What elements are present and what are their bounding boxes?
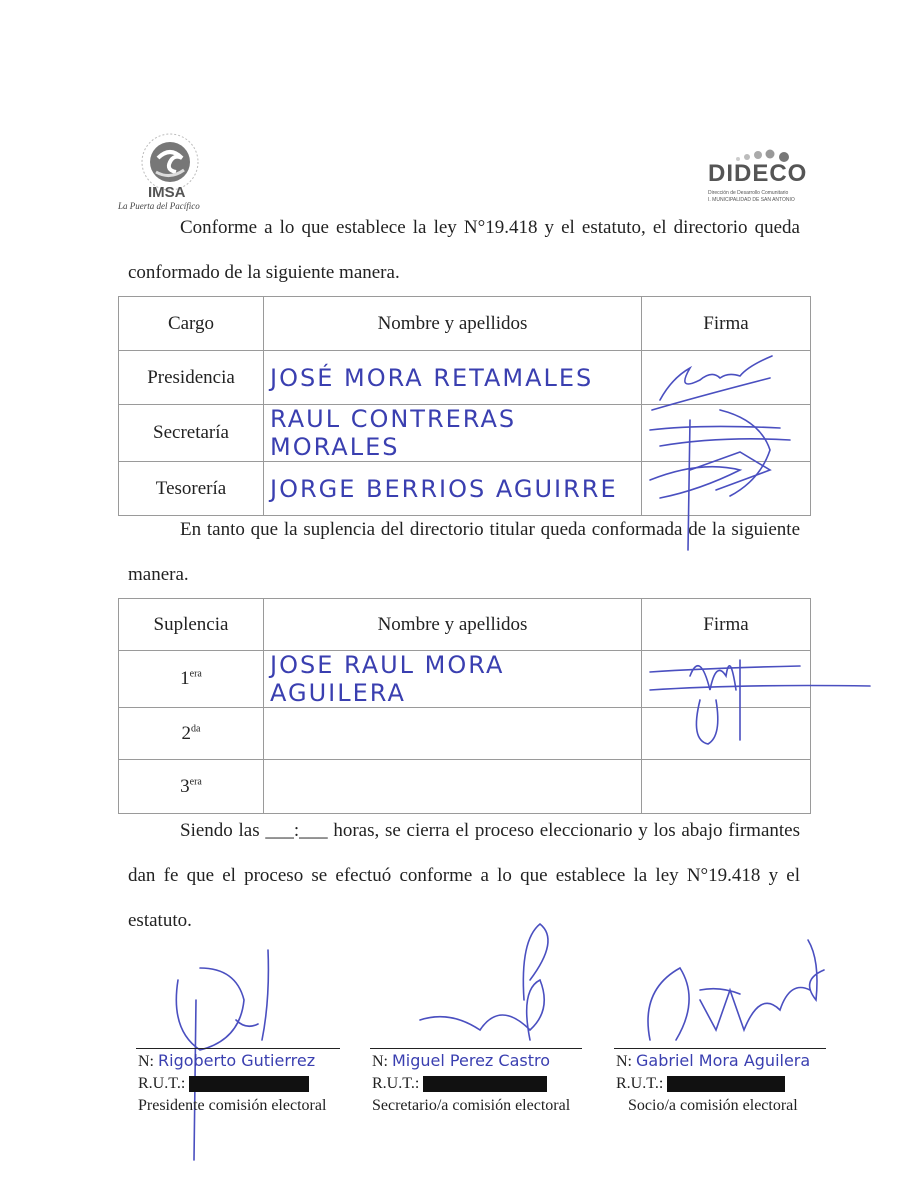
signature-line-president — [136, 1048, 340, 1049]
redaction-block — [423, 1076, 547, 1092]
signature-block-secretary — [372, 1050, 570, 1117]
signature-block-president — [138, 1050, 326, 1117]
role-label: Secretario/a comisión electoral — [372, 1097, 571, 1114]
handwritten-name: JOSE RAUL MORA AGUILERA — [264, 651, 642, 708]
signature-block-member — [616, 1050, 810, 1117]
name-line — [372, 1050, 570, 1073]
signature-cell — [642, 760, 811, 814]
name-label: N: — [616, 1053, 632, 1070]
table-header-row — [119, 599, 811, 651]
cargo-cell: Secretaría — [119, 405, 264, 462]
role-label: Presidente comisión electoral — [138, 1097, 327, 1114]
header-suplencia: Suplencia — [119, 599, 264, 651]
table-row — [119, 651, 811, 708]
header-firma: Firma — [642, 599, 811, 651]
signature-cell — [642, 405, 811, 462]
table-row — [119, 351, 811, 405]
handwritten-name: RAUL CONTRERAS MORALES — [264, 405, 642, 462]
dideco-logo-subline2: I. MUNICIPALIDAD DE SAN ANTONIO — [708, 197, 795, 203]
rut-label: R.U.T.: — [138, 1075, 186, 1092]
header-nombre: Nombre y apellidos — [264, 297, 642, 351]
imsa-logo-name: IMSA — [148, 184, 186, 201]
name-cell — [264, 708, 642, 760]
handwritten-name: Rigoberto Gutierrez — [158, 1051, 316, 1070]
name-cell — [264, 760, 642, 814]
ordinal-number: 2 — [181, 722, 192, 744]
table-header-row — [119, 297, 811, 351]
dideco-logo-subline1: Dirección de Desarrollo Comunitario — [708, 190, 789, 196]
handwritten-name: JORGE BERRIOS AGUIRRE — [264, 462, 642, 516]
handwritten-name: Miguel Perez Castro — [392, 1051, 550, 1070]
directorio-table — [118, 296, 811, 516]
role-label: Socio/a comisión electoral — [628, 1097, 798, 1114]
signature-cell — [642, 708, 811, 760]
ordinal-cell — [119, 760, 264, 814]
header-firma: Firma — [642, 297, 811, 351]
rut-label: R.U.T.: — [372, 1075, 420, 1092]
ordinal-suffix: da — [191, 723, 201, 735]
suplencia-paragraph: En tanto que la suplencia del directorio titular queda conformada de la siguiente manera. — [128, 519, 800, 585]
name-line — [616, 1050, 810, 1073]
handwritten-name: Gabriel Mora Aguilera — [636, 1051, 811, 1070]
rut-line — [372, 1073, 570, 1095]
name-line — [138, 1050, 326, 1073]
header-cargo: Cargo — [119, 297, 264, 351]
ordinal-cell — [119, 651, 264, 708]
ordinal-cell — [119, 708, 264, 760]
signature-line-member — [614, 1048, 826, 1049]
intro-paragraph: Conforme a lo que establece la ley N°19.418 y el estatuto, el directorio queda conformado de la siguiente manera. — [128, 217, 800, 283]
name-label: N: — [138, 1053, 154, 1070]
signature-line-secretary — [370, 1048, 582, 1049]
suplencia-table — [118, 598, 811, 814]
table-row — [119, 405, 811, 462]
ordinal-suffix: era — [189, 668, 202, 680]
signature-cell — [642, 651, 811, 708]
closing-paragraph: Siendo las ___:___ horas, se cierra el proceso eleccionario y los abajo firmantes dan fe que el proceso se efectuó conforme a lo que establece la ley N°19.418 y el estatuto. — [128, 820, 800, 931]
ordinal-number: 3 — [180, 775, 190, 797]
redaction-block — [667, 1076, 785, 1092]
ordinal-number: 1 — [180, 668, 190, 689]
header-nombre: Nombre y apellidos — [264, 599, 642, 651]
redaction-block — [189, 1076, 309, 1092]
rut-line — [138, 1073, 326, 1095]
rut-line — [616, 1073, 810, 1095]
cargo-cell: Tesorería — [119, 462, 264, 516]
handwritten-name: JOSÉ MORA RETAMALES — [264, 351, 642, 405]
rut-label: R.U.T.: — [616, 1075, 664, 1092]
table-row — [119, 760, 811, 814]
dideco-logo-name: DIDECO — [708, 160, 808, 187]
ordinal-suffix: era — [189, 776, 202, 788]
signature-cell — [642, 351, 811, 405]
name-label: N: — [372, 1053, 388, 1070]
cargo-cell: Presidencia — [119, 351, 264, 405]
imsa-logo-tagline: La Puerta del Pacífico — [118, 201, 200, 211]
table-row — [119, 708, 811, 760]
